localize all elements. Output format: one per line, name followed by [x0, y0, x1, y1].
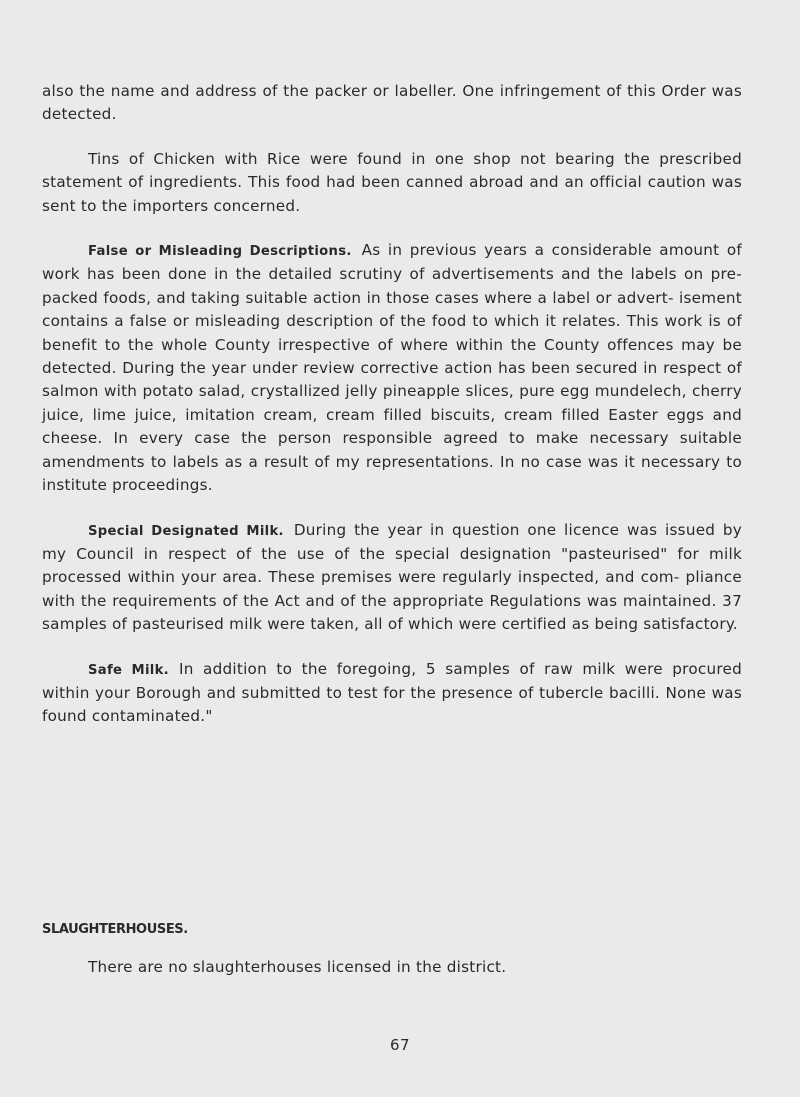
- paragraph-misleading-descriptions: [42, 239, 742, 497]
- slaughterhouses-section: [42, 918, 742, 980]
- paragraph-chicken-with-rice: Tins of Chicken with Rice were found in one shop not bearing the prescribed statement of ingredients. This food had been canned abroad and an official caution was sent to the importers concerned.: [42, 149, 742, 215]
- heading-special-designated-milk: Special Designated Milk.: [88, 523, 284, 539]
- page-number: 67: [389, 1036, 411, 1054]
- text-special-designated-milk: During the year in question one licence was issued by my Council in respect of the use of the special designation "pasteurised" for milk processed within your area. These premises were regularly inspected, and com- pliance with the requirements of the Act and of the appropriate Regulations was maintained. 37 samples of pasteurised milk were taken, all of which were certified as being satisfactory.: [42, 520, 742, 634]
- text-misleading-descriptions: As in previous years a considerable amount of work has been done in the detailed scrutiny of advertisements and the labels on pre-packed foods, and taking suitable action in those cases where a label or advert- isement contains a false or misleading description of the food to which it relates. This work is of benefit to the whole County irrespective of where within the County offences may be detected. During the year under review corrective action has been secured in respect of salmon with potato salad, crystallized jelly pineapple slices, pure egg mundelech, cherry juice, lime juice, imitation cream, cream filled biscuits, cream filled Easter eggs and cheese. In every case the person responsible agreed to make necessary suitable amendments to labels as a result of my representations. In no case was it necessary to institute proceedings.: [42, 241, 742, 495]
- paragraph-slaughterhouses: There are no slaughterhouses licensed in the district.: [88, 958, 507, 977]
- paragraph-safe-milk: [42, 658, 742, 729]
- heading-false-misleading-descriptions: False or Misleading Descriptions.: [88, 244, 352, 260]
- text-safe-milk: In addition to the foregoing, 5 samples of raw milk were procured within your Borough and submitted to test for the presence of tubercle bacilli. None was found contaminated.": [42, 659, 742, 726]
- heading-safe-milk: Safe Milk.: [88, 662, 169, 678]
- paragraph-special-designated-milk: [42, 519, 742, 637]
- document-body: [42, 80, 742, 729]
- section-title-slaughterhouses: SLAUGHTERHOUSES.: [42, 922, 188, 937]
- paragraph-packer-labeller: also the name and address of the packer or labeller. One infringement of this Order was detected.: [42, 82, 742, 124]
